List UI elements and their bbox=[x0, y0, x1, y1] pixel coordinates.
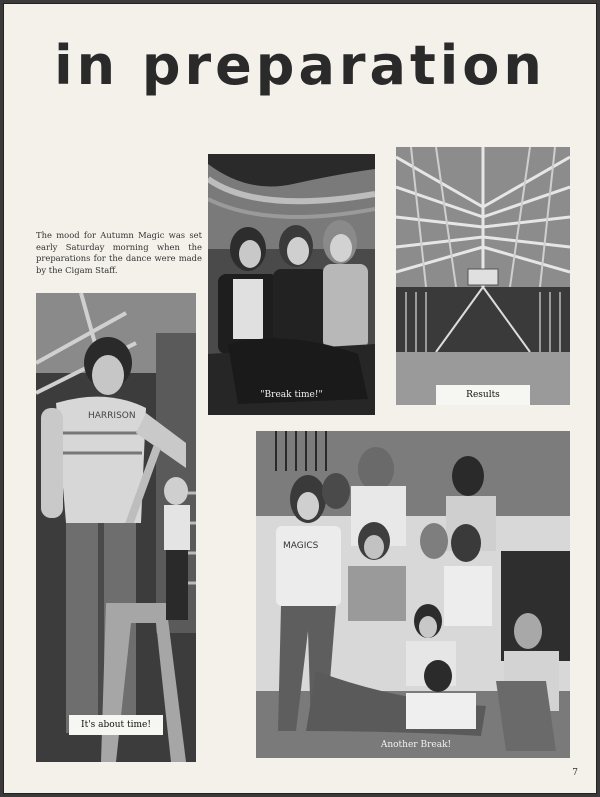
photo-another-break bbox=[256, 431, 570, 758]
photo-results bbox=[396, 147, 570, 405]
photo-results-caption: Results bbox=[436, 385, 530, 405]
photo-about-time bbox=[36, 293, 196, 762]
yearbook-page bbox=[3, 3, 597, 794]
svg-text:HARRISON: HARRISON bbox=[88, 411, 136, 421]
photo-about-time-caption: It's about time! bbox=[69, 715, 163, 735]
photo-break-time-caption: "Break time!" bbox=[260, 390, 323, 400]
photo-break-time-image bbox=[208, 154, 375, 415]
page-number: 7 bbox=[572, 768, 578, 778]
photo-about-time-image bbox=[36, 293, 196, 762]
page-title: in preparation bbox=[54, 34, 546, 97]
photo-results-image bbox=[396, 147, 570, 405]
photo-break-time bbox=[208, 154, 375, 415]
photo-another-break-caption: Another Break! bbox=[380, 740, 452, 750]
photo-another-break-image bbox=[256, 431, 570, 758]
intro-paragraph: The mood for Autumn Magic was set early Saturday morning when the preparations for the dance were made by the Cigam Staff. bbox=[36, 230, 202, 275]
shirt-lettering: MAGICS bbox=[283, 541, 319, 551]
